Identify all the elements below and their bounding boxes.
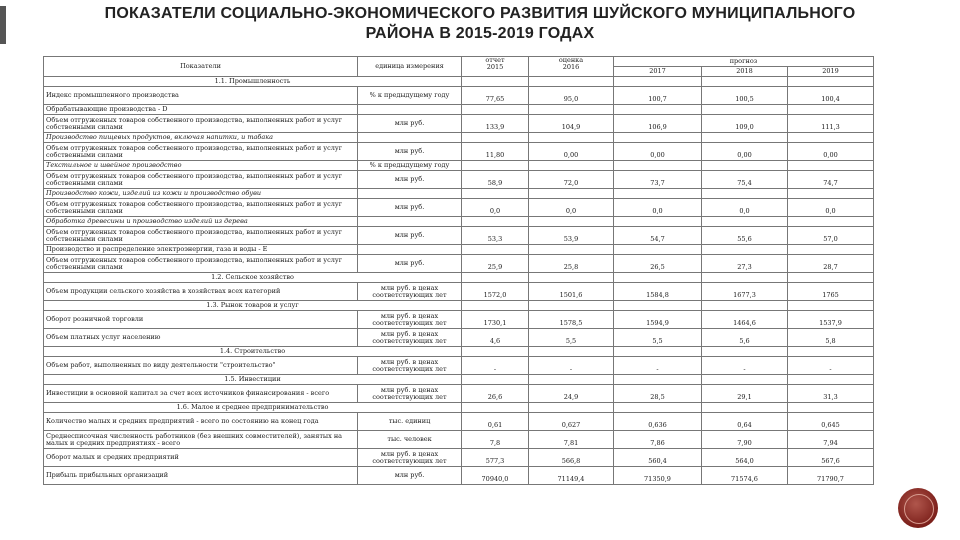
value-cell xyxy=(788,189,874,199)
value-cell: 0,0 xyxy=(702,199,788,217)
value-cell: 5,6 xyxy=(702,329,788,347)
value-cell xyxy=(614,189,702,199)
indicator-cell: Количество малых и средних предприятий - всего по состоянию на конец года xyxy=(44,413,358,431)
empty-cell xyxy=(462,403,529,413)
value-cell: 0,645 xyxy=(788,413,874,431)
section-title: 1.1. Промышленность xyxy=(44,77,462,87)
header-year-2017: 2017 xyxy=(614,67,702,77)
empty-cell xyxy=(529,375,614,385)
value-cell: - xyxy=(529,357,614,375)
header-forecast: прогноз xyxy=(614,57,874,67)
empty-cell xyxy=(529,273,614,283)
value-cell xyxy=(529,189,614,199)
value-cell: 25,9 xyxy=(462,255,529,273)
section-title: 1.5. Инвестиции xyxy=(44,375,462,385)
value-cell: 0,00 xyxy=(702,143,788,161)
indicators-table xyxy=(43,56,874,485)
value-cell: 25,8 xyxy=(529,255,614,273)
empty-cell xyxy=(462,375,529,385)
unit-cell: млн руб. в ценах соответствующих лет xyxy=(358,357,462,375)
unit-cell: тыс. единиц xyxy=(358,413,462,431)
value-cell: 55,6 xyxy=(702,227,788,245)
indicator-cell: Объем платных услуг населению xyxy=(44,329,358,347)
indicator-cell: Объем продукции сельского хозяйства в хозяйствах всех категорий xyxy=(44,283,358,301)
value-cell: 53,9 xyxy=(529,227,614,245)
value-cell xyxy=(614,217,702,227)
value-cell: 74,7 xyxy=(788,171,874,189)
header-year-2019: 2019 xyxy=(788,67,874,77)
table-row xyxy=(44,227,874,245)
value-cell: 57,0 xyxy=(788,227,874,245)
value-cell: 4,6 xyxy=(462,329,529,347)
indicator-cell: Обрабатывающие производства - D xyxy=(44,105,358,115)
empty-cell xyxy=(788,347,874,357)
value-cell: 0,627 xyxy=(529,413,614,431)
empty-cell xyxy=(788,273,874,283)
value-cell: 31,3 xyxy=(788,385,874,403)
table-header-row-1 xyxy=(44,57,874,67)
value-cell xyxy=(702,105,788,115)
table-row xyxy=(44,449,874,467)
indicator-cell: Объем отгруженных товаров собственного производства, выполненных работ и услуг собственными силами xyxy=(44,227,358,245)
section-title: 1.2. Сельское хозяйство xyxy=(44,273,462,283)
empty-cell xyxy=(702,77,788,87)
value-cell: - xyxy=(702,357,788,375)
value-cell: 566,8 xyxy=(529,449,614,467)
value-cell xyxy=(788,161,874,171)
indicator-cell: Среднесписочная численность работников (без внешних совместителей), занятых на малых и средних предприятиях - всего xyxy=(44,431,358,449)
table-row xyxy=(44,245,874,255)
value-cell: 1501,6 xyxy=(529,283,614,301)
table-row xyxy=(44,143,874,161)
value-cell: 7,94 xyxy=(788,431,874,449)
empty-cell xyxy=(529,77,614,87)
header-estimate: оценка 2016 xyxy=(529,57,614,77)
value-cell xyxy=(788,133,874,143)
section-row xyxy=(44,273,874,283)
value-cell: 111,3 xyxy=(788,115,874,133)
indicator-cell: Индекс промышленного производства xyxy=(44,87,358,105)
value-cell: 0,00 xyxy=(529,143,614,161)
indicator-cell: Объем отгруженных товаров собственного производства, выполненных работ и услуг собственными силами xyxy=(44,171,358,189)
value-cell: 100,7 xyxy=(614,87,702,105)
value-cell: 7,90 xyxy=(702,431,788,449)
unit-cell: млн руб. xyxy=(358,171,462,189)
value-cell: 104,9 xyxy=(529,115,614,133)
value-cell xyxy=(462,245,529,255)
table-row xyxy=(44,133,874,143)
unit-cell xyxy=(358,105,462,115)
empty-cell xyxy=(702,375,788,385)
value-cell: 1464,6 xyxy=(702,311,788,329)
value-cell: 28,5 xyxy=(614,385,702,403)
value-cell xyxy=(529,133,614,143)
value-cell: 0,0 xyxy=(462,199,529,217)
unit-cell: млн руб. в ценах соответствующих лет xyxy=(358,283,462,301)
value-cell: 75,4 xyxy=(702,171,788,189)
table-row xyxy=(44,467,874,485)
indicator-cell: Оборот розничной торговли xyxy=(44,311,358,329)
page-title xyxy=(20,4,940,44)
unit-cell: млн руб. в ценах соответствующих лет xyxy=(358,449,462,467)
value-cell: 1578,5 xyxy=(529,311,614,329)
unit-cell: млн руб. в ценах соответствующих лет xyxy=(358,385,462,403)
empty-cell xyxy=(702,347,788,357)
value-cell: 567,6 xyxy=(788,449,874,467)
value-cell: 1730,1 xyxy=(462,311,529,329)
value-cell xyxy=(529,105,614,115)
value-cell: - xyxy=(462,357,529,375)
value-cell: 73,7 xyxy=(614,171,702,189)
value-cell xyxy=(614,105,702,115)
header-year-2018: 2018 xyxy=(702,67,788,77)
value-cell: 53,3 xyxy=(462,227,529,245)
table-row xyxy=(44,87,874,105)
value-cell: 106,9 xyxy=(614,115,702,133)
value-cell: 29,1 xyxy=(702,385,788,403)
table-row xyxy=(44,217,874,227)
value-cell xyxy=(462,161,529,171)
section-row xyxy=(44,301,874,311)
value-cell: 1594,9 xyxy=(614,311,702,329)
empty-cell xyxy=(702,273,788,283)
empty-cell xyxy=(702,403,788,413)
value-cell xyxy=(788,105,874,115)
indicator-cell: Объем отгруженных товаров собственного производства, выполненных работ и услуг собственными силами xyxy=(44,115,358,133)
value-cell xyxy=(702,133,788,143)
value-cell: 72,0 xyxy=(529,171,614,189)
value-cell: 0,00 xyxy=(788,143,874,161)
table-row xyxy=(44,283,874,301)
unit-cell xyxy=(358,133,462,143)
value-cell: 77,65 xyxy=(462,87,529,105)
empty-cell xyxy=(702,301,788,311)
value-cell: 11,80 xyxy=(462,143,529,161)
empty-cell xyxy=(529,301,614,311)
value-cell: 70940,0 xyxy=(462,467,529,485)
section-title: 1.4. Строительство xyxy=(44,347,462,357)
unit-cell: млн руб. xyxy=(358,115,462,133)
value-cell xyxy=(529,161,614,171)
value-cell xyxy=(702,189,788,199)
table-row xyxy=(44,199,874,217)
unit-cell: % к предыдущему году xyxy=(358,87,462,105)
value-cell: 1677,3 xyxy=(702,283,788,301)
value-cell: 560,4 xyxy=(614,449,702,467)
value-cell: 54,7 xyxy=(614,227,702,245)
section-row xyxy=(44,403,874,413)
value-cell: 1572,0 xyxy=(462,283,529,301)
value-cell: 1765 xyxy=(788,283,874,301)
unit-cell: млн руб. в ценах соответствующих лет xyxy=(358,329,462,347)
title-line-1: ПОКАЗАТЕЛИ СОЦИАЛЬНО-ЭКОНОМИЧЕСКОГО РАЗВИТИЯ ШУЙСКОГО МУНИЦИПАЛЬНОГО xyxy=(104,5,856,22)
value-cell xyxy=(702,217,788,227)
value-cell xyxy=(614,161,702,171)
indicator-cell: Текстильное и швейное производство xyxy=(44,161,358,171)
indicator-cell: Объем отгруженных товаров собственного производства, выполненных работ и услуг собственными силами xyxy=(44,199,358,217)
section-row xyxy=(44,347,874,357)
value-cell xyxy=(614,133,702,143)
value-cell: 0,61 xyxy=(462,413,529,431)
value-cell xyxy=(788,217,874,227)
indicator-cell: Производство и распределение электроэнергии, газа и воды - E xyxy=(44,245,358,255)
unit-cell: млн руб. xyxy=(358,255,462,273)
header-indicator: Показатели xyxy=(44,57,358,77)
section-row xyxy=(44,375,874,385)
value-cell: 564,0 xyxy=(702,449,788,467)
table-row xyxy=(44,161,874,171)
empty-cell xyxy=(462,301,529,311)
value-cell: 7,86 xyxy=(614,431,702,449)
value-cell xyxy=(702,245,788,255)
table-body xyxy=(44,57,874,485)
indicator-cell: Объем работ, выполненных по виду деятельности "строительство" xyxy=(44,357,358,375)
indicator-cell: Объем отгруженных товаров собственного производства, выполненных работ и услуг собственными силами xyxy=(44,255,358,273)
value-cell: 109,0 xyxy=(702,115,788,133)
indicator-cell: Производство кожи, изделий из кожи и производство обуви xyxy=(44,189,358,199)
value-cell: 5,5 xyxy=(529,329,614,347)
value-cell: 26,6 xyxy=(462,385,529,403)
table-row xyxy=(44,329,874,347)
value-cell: 28,7 xyxy=(788,255,874,273)
value-cell: 71574,6 xyxy=(702,467,788,485)
value-cell: 0,0 xyxy=(529,199,614,217)
value-cell: - xyxy=(614,357,702,375)
unit-cell: % к предыдущему году xyxy=(358,161,462,171)
empty-cell xyxy=(614,347,702,357)
empty-cell xyxy=(529,347,614,357)
table-row xyxy=(44,115,874,133)
section-row xyxy=(44,77,874,87)
unit-cell: млн руб. xyxy=(358,143,462,161)
empty-cell xyxy=(788,375,874,385)
empty-cell xyxy=(788,77,874,87)
table-row xyxy=(44,357,874,375)
unit-cell: млн руб. xyxy=(358,199,462,217)
empty-cell xyxy=(614,403,702,413)
value-cell: 0,636 xyxy=(614,413,702,431)
indicator-cell: Прибыль прибыльных организаций xyxy=(44,467,358,485)
unit-cell: млн руб. в ценах соответствующих лет xyxy=(358,311,462,329)
value-cell: 95,0 xyxy=(529,87,614,105)
unit-cell: млн руб. xyxy=(358,467,462,485)
unit-cell: млн руб. xyxy=(358,227,462,245)
value-cell xyxy=(702,161,788,171)
value-cell: 27,3 xyxy=(702,255,788,273)
value-cell: 5,5 xyxy=(614,329,702,347)
table-row xyxy=(44,105,874,115)
empty-cell xyxy=(788,403,874,413)
table-row xyxy=(44,311,874,329)
value-cell xyxy=(462,189,529,199)
value-cell: 58,9 xyxy=(462,171,529,189)
indicator-cell: Инвестиции в основной капитал за счет всех источников финансирования - всего xyxy=(44,385,358,403)
value-cell: 24,9 xyxy=(529,385,614,403)
value-cell xyxy=(462,133,529,143)
value-cell: 100,4 xyxy=(788,87,874,105)
value-cell xyxy=(788,245,874,255)
indicator-cell: Производство пищевых продуктов, включая напитки, и табака xyxy=(44,133,358,143)
value-cell: 0,0 xyxy=(614,199,702,217)
empty-cell xyxy=(614,273,702,283)
header-report: отчет 2015 xyxy=(462,57,529,77)
empty-cell xyxy=(788,301,874,311)
left-accent-bar xyxy=(0,6,6,44)
value-cell: 0,0 xyxy=(788,199,874,217)
value-cell: 100,5 xyxy=(702,87,788,105)
value-cell: 1584,8 xyxy=(614,283,702,301)
empty-cell xyxy=(614,375,702,385)
unit-cell xyxy=(358,189,462,199)
unit-cell: тыс. человек xyxy=(358,431,462,449)
value-cell: 1537,9 xyxy=(788,311,874,329)
value-cell xyxy=(462,105,529,115)
value-cell: 577,3 xyxy=(462,449,529,467)
value-cell xyxy=(529,217,614,227)
section-title: 1.6. Малое и среднее предпринимательство xyxy=(44,403,462,413)
table-row xyxy=(44,255,874,273)
value-cell xyxy=(462,217,529,227)
value-cell: 71790,7 xyxy=(788,467,874,485)
header-unit: единица измерения xyxy=(358,57,462,77)
empty-cell xyxy=(614,301,702,311)
unit-cell xyxy=(358,245,462,255)
table-row xyxy=(44,189,874,199)
unit-cell xyxy=(358,217,462,227)
table-row xyxy=(44,385,874,403)
indicator-cell: Объем отгруженных товаров собственного производства, выполненных работ и услуг собственными силами xyxy=(44,143,358,161)
empty-cell xyxy=(462,273,529,283)
value-cell: 71350,9 xyxy=(614,467,702,485)
empty-cell xyxy=(529,403,614,413)
indicator-cell: Обработка древесины и производство изделий из дерева xyxy=(44,217,358,227)
value-cell xyxy=(529,245,614,255)
table-row xyxy=(44,413,874,431)
value-cell xyxy=(614,245,702,255)
table-row xyxy=(44,431,874,449)
empty-cell xyxy=(462,77,529,87)
value-cell: 0,00 xyxy=(614,143,702,161)
title-line-2: РАЙОНА В 2015-2019 ГОДАХ xyxy=(365,25,595,42)
indicator-cell: Оборот малых и средних предприятий xyxy=(44,449,358,467)
empty-cell xyxy=(614,77,702,87)
value-cell: 71149,4 xyxy=(529,467,614,485)
table-row xyxy=(44,171,874,189)
value-cell: 7,8 xyxy=(462,431,529,449)
section-title: 1.3. Рынок товаров и услуг xyxy=(44,301,462,311)
decorative-seal-icon xyxy=(898,488,938,528)
value-cell: 0,64 xyxy=(702,413,788,431)
empty-cell xyxy=(462,347,529,357)
value-cell: 26,5 xyxy=(614,255,702,273)
value-cell: 7,81 xyxy=(529,431,614,449)
value-cell: - xyxy=(788,357,874,375)
value-cell: 5,8 xyxy=(788,329,874,347)
value-cell: 133,9 xyxy=(462,115,529,133)
